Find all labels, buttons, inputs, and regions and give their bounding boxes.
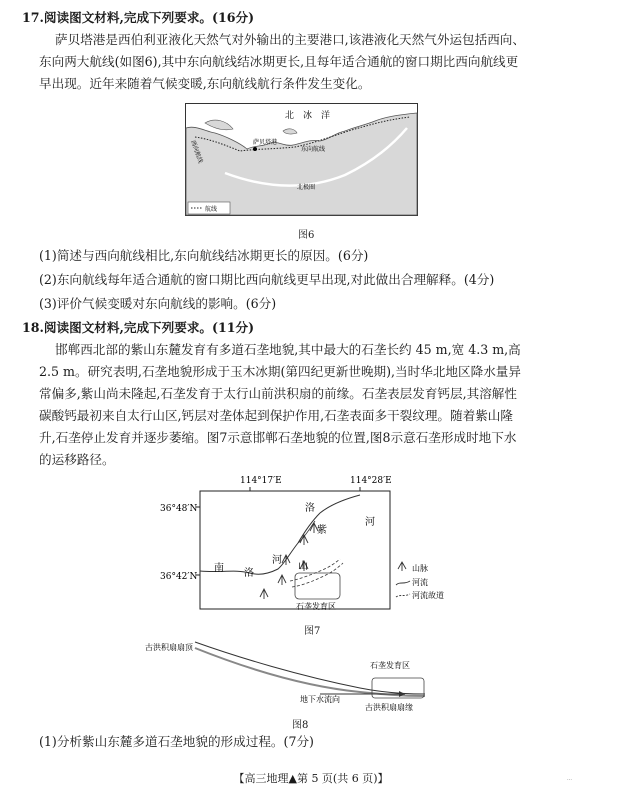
figure-6-map: [185, 103, 418, 216]
figure-8-caption: 图8: [292, 720, 309, 731]
ocean-label: 北 冰 洋: [285, 111, 331, 121]
q17-para-line: 早出现。近年来随着气候变暖,东向航线航行条件发生变化。: [39, 76, 371, 91]
q17-para-line: 东向两大航线(如图6),其中东向航线结冰期更长,且每年适合通航的窗口期比西向航线更: [39, 54, 519, 69]
lat-label-1: 36°48′N: [160, 504, 198, 514]
port-label: 萨贝塔港: [253, 139, 278, 146]
q17-title: 17.阅读图文材料,完成下列要求。(16分): [22, 10, 255, 25]
figure-7-map: [160, 473, 460, 623]
shan-char: 山: [298, 561, 308, 572]
legend-old-river-label: 河流故道: [412, 591, 444, 600]
fan-top-label: 古洪积扇扇顶: [145, 643, 193, 652]
q18-para-line: 的运移路径。: [39, 452, 115, 467]
fan-base-line: [195, 648, 425, 696]
q18-title: 18.阅读图文材料,完成下列要求。(11分): [22, 320, 255, 335]
legend-river-icon: [396, 581, 410, 585]
fan-edge-label: 古洪积扇扇缘: [365, 703, 413, 712]
west-route-label: 西向航线: [189, 139, 204, 165]
page-footer: 【高三地理▲第 5 页(共 6 页)】: [233, 772, 389, 785]
river-left-char: 洛: [244, 568, 254, 579]
q17-subquestion-2: (2)东向航线每年适合通航的窗口期比西向航线更早出现,对此做出合理解释。(4分): [39, 272, 495, 287]
legend-route-label: 航线: [205, 206, 218, 213]
q18-para-line: 升,石垄停止发育并逐步萎缩。图7示意邯郸石垄地貌的位置,图8示意石垄形成时地下水: [39, 430, 517, 445]
port-marker: [253, 147, 257, 151]
q18-para-line: 邯郸西北部的紫山东麓发育有多道石垄地貌,其中最大的石垄长约 45 m,宽 4.3 m,高: [55, 342, 521, 357]
east-route-label: 东向航线: [301, 146, 326, 153]
corner-mark: …: [567, 776, 572, 782]
zi-char: 紫: [317, 525, 327, 536]
lat-label-2: 36°42′N: [160, 572, 198, 582]
q18-subquestion-1: (1)分析紫山东麓多道石垄地貌的形成过程。(7分): [39, 734, 314, 749]
q18-para-line: 常偏多,紫山尚未隆起,石垄发育于太行山前洪积扇的前缘。石垄表层发育钙层,其溶解性: [39, 386, 517, 401]
flow-label: 地下水流向: [300, 695, 340, 704]
figure-6-caption: 图6: [298, 230, 315, 241]
arctic-circle-label: 北极圈: [297, 184, 316, 191]
legend-river-label: 河流: [412, 578, 428, 587]
lon-label-2: 114°28′E: [350, 476, 392, 486]
q17-subquestion-1: (1)简述与西向航线相比,东向航线结冰期更长的原因。(6分): [39, 248, 369, 263]
legend-mountain-icon: [398, 562, 406, 571]
figure-7-caption: 图7: [304, 626, 321, 637]
river-top-char: 洛: [305, 503, 315, 514]
q18-para-line: 2.5 m。研究表明,石垄地貌形成于玉木冰期(第四纪更新世晚期),当时华北地区降水量异: [39, 364, 521, 379]
legend-mountain-label: 山脉: [412, 564, 428, 573]
river-left-char: 南: [214, 563, 224, 574]
river-top-char: 河: [365, 517, 375, 528]
q17-subquestion-3: (3)评价气候变暖对东向航线的影响。(6分): [39, 296, 277, 311]
zone-label: 石垄发育区: [370, 661, 410, 670]
q17-para-line: 萨贝塔港是西伯利亚液化天然气对外输出的主要港口,该港液化天然气外运包括西向、: [55, 32, 525, 47]
river-left-char: 河: [272, 555, 282, 566]
lon-label-1: 114°17′E: [240, 476, 282, 486]
zone-label: 石垄发育区: [296, 602, 336, 611]
figure-8-profile: [140, 636, 440, 716]
legend-old-river-icon: [396, 594, 410, 597]
q18-para-line: 碳酸钙最初来自太行山区,钙层对垄体起到保护作用,石垄表面多干裂纹理。随着紫山隆: [39, 408, 513, 423]
